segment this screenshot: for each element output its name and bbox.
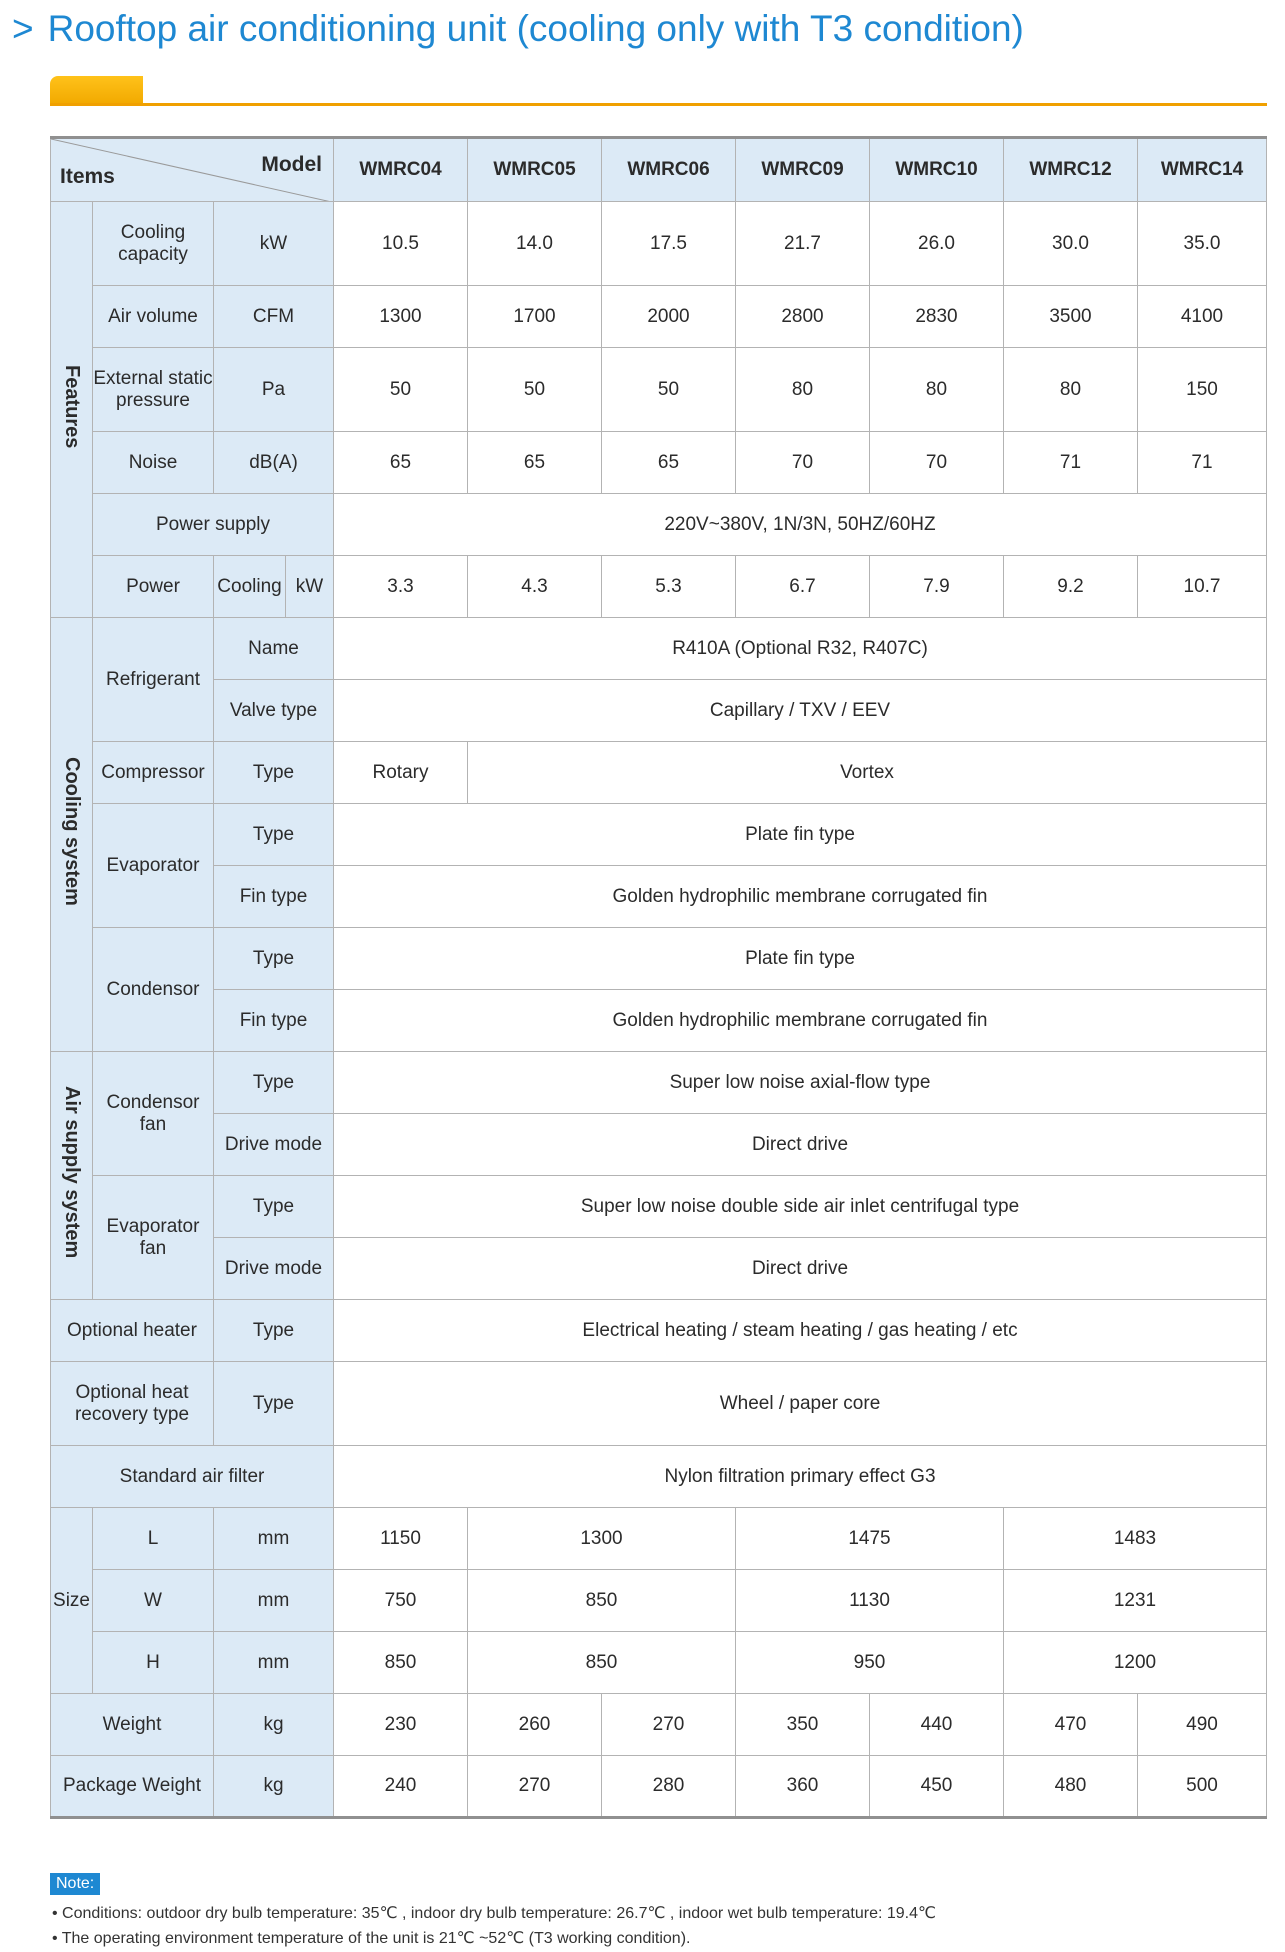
value-cell: 50 xyxy=(602,348,736,432)
model-label: Model xyxy=(261,153,322,176)
sub-label: Cooling xyxy=(214,556,286,618)
row-label: External static pressure xyxy=(93,348,214,432)
value-cell: Capillary / TXV / EEV xyxy=(334,680,1267,742)
value-cell: Plate fin type xyxy=(334,928,1267,990)
model-header: WMRC04 xyxy=(334,138,468,202)
value-cell: Super low noise axial-flow type xyxy=(334,1052,1267,1114)
row-label: Refrigerant xyxy=(93,618,214,742)
group-cooling-system: Cooling system xyxy=(51,618,93,1052)
value-cell: 1231 xyxy=(1004,1570,1267,1632)
value-cell: 65 xyxy=(468,432,602,494)
model-header: WMRC14 xyxy=(1138,138,1267,202)
sub-label: Fin type xyxy=(214,990,334,1052)
value-cell: R410A (Optional R32, R407C) xyxy=(334,618,1267,680)
value-cell: 17.5 xyxy=(602,202,736,286)
sub-label: Drive mode xyxy=(214,1114,334,1176)
value-cell: 480 xyxy=(1004,1756,1138,1818)
row-label: Cooling capacity xyxy=(93,202,214,286)
value-cell: 2830 xyxy=(870,286,1004,348)
unit-label: kg xyxy=(214,1694,334,1756)
cooling-capacity-row xyxy=(51,202,1267,286)
sub-label: Name xyxy=(214,618,334,680)
unit-label: CFM xyxy=(214,286,334,348)
row-label: Standard air filter xyxy=(51,1446,334,1508)
value-cell: 1300 xyxy=(334,286,468,348)
row-label: Optional heater xyxy=(51,1300,214,1362)
refrigerant-valve-row xyxy=(51,680,1267,742)
value-cell: 7.9 xyxy=(870,556,1004,618)
value-cell: 5.3 xyxy=(602,556,736,618)
value-cell: 1300 xyxy=(468,1508,736,1570)
value-cell: 270 xyxy=(468,1756,602,1818)
value-cell: Direct drive xyxy=(334,1238,1267,1300)
value-cell: 440 xyxy=(870,1694,1004,1756)
row-label: Air volume xyxy=(93,286,214,348)
note-line-operating-range: • The operating environment temperature of the unit is 21℃ ~52℃ (T3 working condition). xyxy=(52,1930,691,1947)
sub-label: Type xyxy=(214,1300,334,1362)
value-cell: 50 xyxy=(468,348,602,432)
unit-label: kW xyxy=(214,202,334,286)
air-volume-row xyxy=(51,286,1267,348)
header-row xyxy=(51,138,1267,202)
group-air-supply-system: Air supply system xyxy=(51,1052,93,1300)
value-cell: 1700 xyxy=(468,286,602,348)
value-cell: 750 xyxy=(334,1570,468,1632)
sub-label: Type xyxy=(214,1362,334,1446)
evaporator-fin-row xyxy=(51,866,1267,928)
sub-label: Drive mode xyxy=(214,1238,334,1300)
value-cell: 280 xyxy=(602,1756,736,1818)
group-size: Size xyxy=(51,1508,93,1694)
external-static-pressure-row xyxy=(51,348,1267,432)
value-cell: 850 xyxy=(468,1632,736,1694)
value-cell: 3500 xyxy=(1004,286,1138,348)
accent-divider xyxy=(50,103,1267,106)
spec-table xyxy=(50,136,1267,1819)
sub-label: Type xyxy=(214,928,334,990)
row-label: Compressor xyxy=(93,742,214,804)
row-label: Evaporator xyxy=(93,804,214,928)
value-cell: 1200 xyxy=(1004,1632,1267,1694)
value-cell: 4100 xyxy=(1138,286,1267,348)
evaporator-fan-drive-row xyxy=(51,1238,1267,1300)
value-cell: 1130 xyxy=(736,1570,1004,1632)
value-cell: Plate fin type xyxy=(334,804,1267,866)
value-cell: Nylon filtration primary effect G3 xyxy=(334,1446,1267,1508)
value-cell: 80 xyxy=(1004,348,1138,432)
condensor-fan-type-row xyxy=(51,1052,1267,1114)
value-cell: 10.7 xyxy=(1138,556,1267,618)
value-cell: 65 xyxy=(602,432,736,494)
row-label: H xyxy=(93,1632,214,1694)
evaporator-fan-type-row xyxy=(51,1176,1267,1238)
size-h-row xyxy=(51,1632,1267,1694)
value-cell: 470 xyxy=(1004,1694,1138,1756)
items-model-corner xyxy=(51,138,334,202)
value-cell: 4.3 xyxy=(468,556,602,618)
value-cell: 1150 xyxy=(334,1508,468,1570)
package-weight-row xyxy=(51,1756,1267,1818)
value-cell: 80 xyxy=(736,348,870,432)
size-w-row xyxy=(51,1570,1267,1632)
model-header: WMRC12 xyxy=(1004,138,1138,202)
value-cell: Rotary xyxy=(334,742,468,804)
value-cell: 950 xyxy=(736,1632,1004,1694)
size-l-row xyxy=(51,1508,1267,1570)
value-cell: Wheel / paper core xyxy=(334,1362,1267,1446)
value-cell: 1483 xyxy=(1004,1508,1267,1570)
value-cell: 490 xyxy=(1138,1694,1267,1756)
optional-heater-row xyxy=(51,1300,1267,1362)
value-cell: 230 xyxy=(334,1694,468,1756)
value-cell: 14.0 xyxy=(468,202,602,286)
value-cell: 850 xyxy=(468,1570,736,1632)
weight-row xyxy=(51,1694,1267,1756)
value-cell: Vortex xyxy=(468,742,1267,804)
note-line-conditions: • Conditions: outdoor dry bulb temperature: 35℃ , indoor dry bulb temperature: 26.7℃ , indoor wet bulb temperature: 19.4℃ xyxy=(52,1905,936,1922)
sub-label: Valve type xyxy=(214,680,334,742)
value-cell: Super low noise double side air inlet centrifugal type xyxy=(334,1176,1267,1238)
value-cell: Electrical heating / steam heating / gas heating / etc xyxy=(334,1300,1267,1362)
condensor-fin-row xyxy=(51,990,1267,1052)
power-row xyxy=(51,556,1267,618)
evaporator-type-row xyxy=(51,804,1267,866)
value-cell: 500 xyxy=(1138,1756,1267,1818)
row-label: Package Weight xyxy=(51,1756,214,1818)
value-cell: 850 xyxy=(334,1632,468,1694)
value-cell: 2800 xyxy=(736,286,870,348)
value-cell: 220V~380V, 1N/3N, 50HZ/60HZ xyxy=(334,494,1267,556)
row-label: Power supply xyxy=(93,494,334,556)
compressor-row xyxy=(51,742,1267,804)
noise-row xyxy=(51,432,1267,494)
unit-label: dB(A) xyxy=(214,432,334,494)
unit-label: Pa xyxy=(214,348,334,432)
value-cell: 240 xyxy=(334,1756,468,1818)
value-cell: Golden hydrophilic membrane corrugated fin xyxy=(334,990,1267,1052)
items-label: Items xyxy=(60,164,115,188)
row-label: Condensor fan xyxy=(93,1052,214,1176)
row-label: Weight xyxy=(51,1694,214,1756)
unit-label: kg xyxy=(214,1756,334,1818)
value-cell: 10.5 xyxy=(334,202,468,286)
title-text: Rooftop air conditioning unit (cooling only with T3 condition) xyxy=(47,8,1024,49)
value-cell: 450 xyxy=(870,1756,1004,1818)
standard-air-filter-row xyxy=(51,1446,1267,1508)
value-cell: 150 xyxy=(1138,348,1267,432)
value-cell: 9.2 xyxy=(1004,556,1138,618)
value-cell: 35.0 xyxy=(1138,202,1267,286)
unit-label: kW xyxy=(286,556,334,618)
value-cell: 70 xyxy=(736,432,870,494)
value-cell: 80 xyxy=(870,348,1004,432)
value-cell: 26.0 xyxy=(870,202,1004,286)
row-label: W xyxy=(93,1570,214,1632)
row-label: L xyxy=(93,1508,214,1570)
value-cell: Golden hydrophilic membrane corrugated fin xyxy=(334,866,1267,928)
value-cell: 50 xyxy=(334,348,468,432)
sub-label: Type xyxy=(214,742,334,804)
row-label: Power xyxy=(93,556,214,618)
model-header: WMRC05 xyxy=(468,138,602,202)
title-chevron: > xyxy=(12,8,34,49)
model-header: WMRC10 xyxy=(870,138,1004,202)
value-cell: 6.7 xyxy=(736,556,870,618)
page-title xyxy=(12,8,1024,50)
model-header: WMRC06 xyxy=(602,138,736,202)
row-label: Optional heat recovery type xyxy=(51,1362,214,1446)
unit-label: mm xyxy=(214,1570,334,1632)
sub-label: Type xyxy=(214,804,334,866)
value-cell: 350 xyxy=(736,1694,870,1756)
sub-label: Type xyxy=(214,1052,334,1114)
optional-heat-recovery-row xyxy=(51,1362,1267,1446)
row-label: Condensor xyxy=(93,928,214,1052)
refrigerant-name-row xyxy=(51,618,1267,680)
condensor-type-row xyxy=(51,928,1267,990)
unit-label: mm xyxy=(214,1632,334,1694)
value-cell: 260 xyxy=(468,1694,602,1756)
value-cell: 21.7 xyxy=(736,202,870,286)
power-supply-row xyxy=(51,494,1267,556)
value-cell: 70 xyxy=(870,432,1004,494)
row-label: Evaporator fan xyxy=(93,1176,214,1300)
note-badge: Note: xyxy=(50,1873,100,1895)
value-cell: 3.3 xyxy=(334,556,468,618)
model-header: WMRC09 xyxy=(736,138,870,202)
condensor-fan-drive-row xyxy=(51,1114,1267,1176)
unit-label: mm xyxy=(214,1508,334,1570)
value-cell: 30.0 xyxy=(1004,202,1138,286)
value-cell: Direct drive xyxy=(334,1114,1267,1176)
row-label: Noise xyxy=(93,432,214,494)
value-cell: 65 xyxy=(334,432,468,494)
value-cell: 2000 xyxy=(602,286,736,348)
sub-label: Fin type xyxy=(214,866,334,928)
value-cell: 360 xyxy=(736,1756,870,1818)
group-features: Features xyxy=(51,202,93,618)
sub-label: Type xyxy=(214,1176,334,1238)
value-cell: 71 xyxy=(1138,432,1267,494)
accent-tab xyxy=(50,76,143,104)
value-cell: 270 xyxy=(602,1694,736,1756)
value-cell: 71 xyxy=(1004,432,1138,494)
value-cell: 1475 xyxy=(736,1508,1004,1570)
